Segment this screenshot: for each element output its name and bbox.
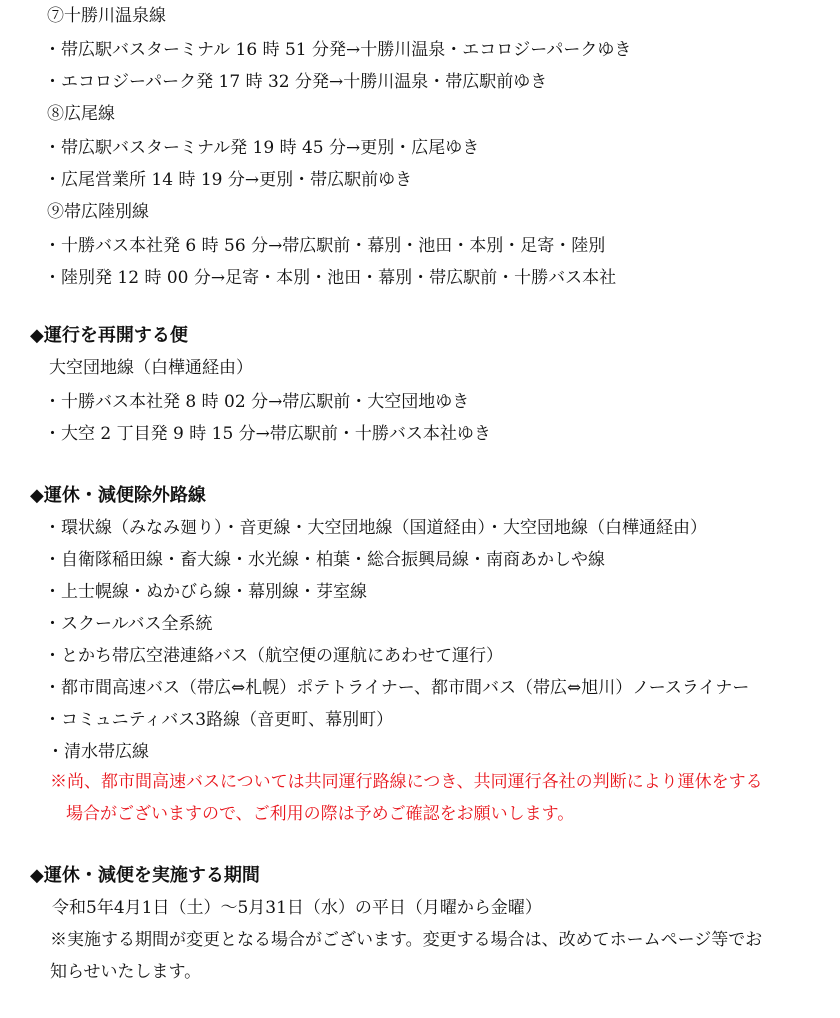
resume-heading: ◆運行を再開する便 (30, 325, 188, 346)
excluded-item: ・とかち帯広空港連絡バス（航空便の運航にあわせて運行） (44, 646, 503, 666)
excluded-heading: ◆運休・減便除外路線 (30, 485, 206, 506)
route-item: ・広尾営業所 14 時 19 分→更別・帯広駅前ゆき (44, 170, 413, 190)
excluded-item: ・環状線（みなみ廻り）・音更線・大空団地線（国道経由）・大空団地線（白樺通経由） (44, 518, 707, 538)
route-item: ・帯広駅バスターミナル発 19 時 45 分→更別・広尾ゆき (44, 138, 480, 158)
route-title: ⑦十勝川温泉線 (47, 6, 166, 26)
excluded-item: ・清水帯広線 (47, 742, 149, 762)
resume-route: 大空団地線（白樺通経由） (49, 358, 253, 378)
period-note-line2: 知らせいたします。 (50, 962, 202, 982)
excluded-item: ・スクールバス全系統 (44, 614, 213, 634)
resume-item: ・大空 2 丁目発 9 時 15 分→帯広駅前・十勝バス本社ゆき (44, 424, 491, 444)
route-item: ・帯広駅バスターミナル 16 時 51 分発→十勝川温泉・エコロジーパークゆき (44, 40, 632, 60)
route-title: ⑨帯広陸別線 (47, 202, 149, 222)
period-dates: 令和5年4月1日（土）～5月31日（水）の平日（月曜から金曜） (52, 898, 542, 918)
excluded-item: ・コミュニティバス3路線（音更町、幕別町） (44, 710, 394, 730)
excluded-item: ・都市間高速バス（帯広⇔札幌）ポテトライナー、都市間バス（帯広⇔旭川）ノースライナー (44, 678, 750, 698)
resume-item: ・十勝バス本社発 8 時 02 分→帯広駅前・大空団地ゆき (44, 392, 470, 412)
period-note-line1: ※実施する期間が変更となる場合がございます。変更する場合は、改めてホームページ等でお (50, 930, 763, 950)
excluded-item: ・上士幌線・ぬかびら線・幕別線・芽室線 (44, 582, 367, 602)
route-item: ・陸別発 12 時 00 分→足寄・本別・池田・幕別・帯広駅前・十勝バス本社 (44, 268, 617, 288)
route-item: ・エコロジーパーク発 17 時 32 分発→十勝川温泉・帯広駅前ゆき (44, 72, 548, 92)
excluded-note-line2: 場合がございますので、ご利用の際は予めご確認をお願いします。 (66, 804, 575, 824)
route-item: ・十勝バス本社発 6 時 56 分→帯広駅前・幕別・池田・本別・足寄・陸別 (44, 236, 606, 256)
excluded-item: ・自衛隊稲田線・畜大線・水光線・柏葉・総合振興局線・南商あかしや線 (44, 550, 605, 570)
route-title: ⑧広尾線 (47, 104, 115, 124)
period-heading: ◆運休・減便を実施する期間 (30, 865, 260, 886)
excluded-note-line1: ※尚、都市間高速バスについては共同運行路線につき、共同運行各社の判断により運休をする (50, 772, 763, 792)
